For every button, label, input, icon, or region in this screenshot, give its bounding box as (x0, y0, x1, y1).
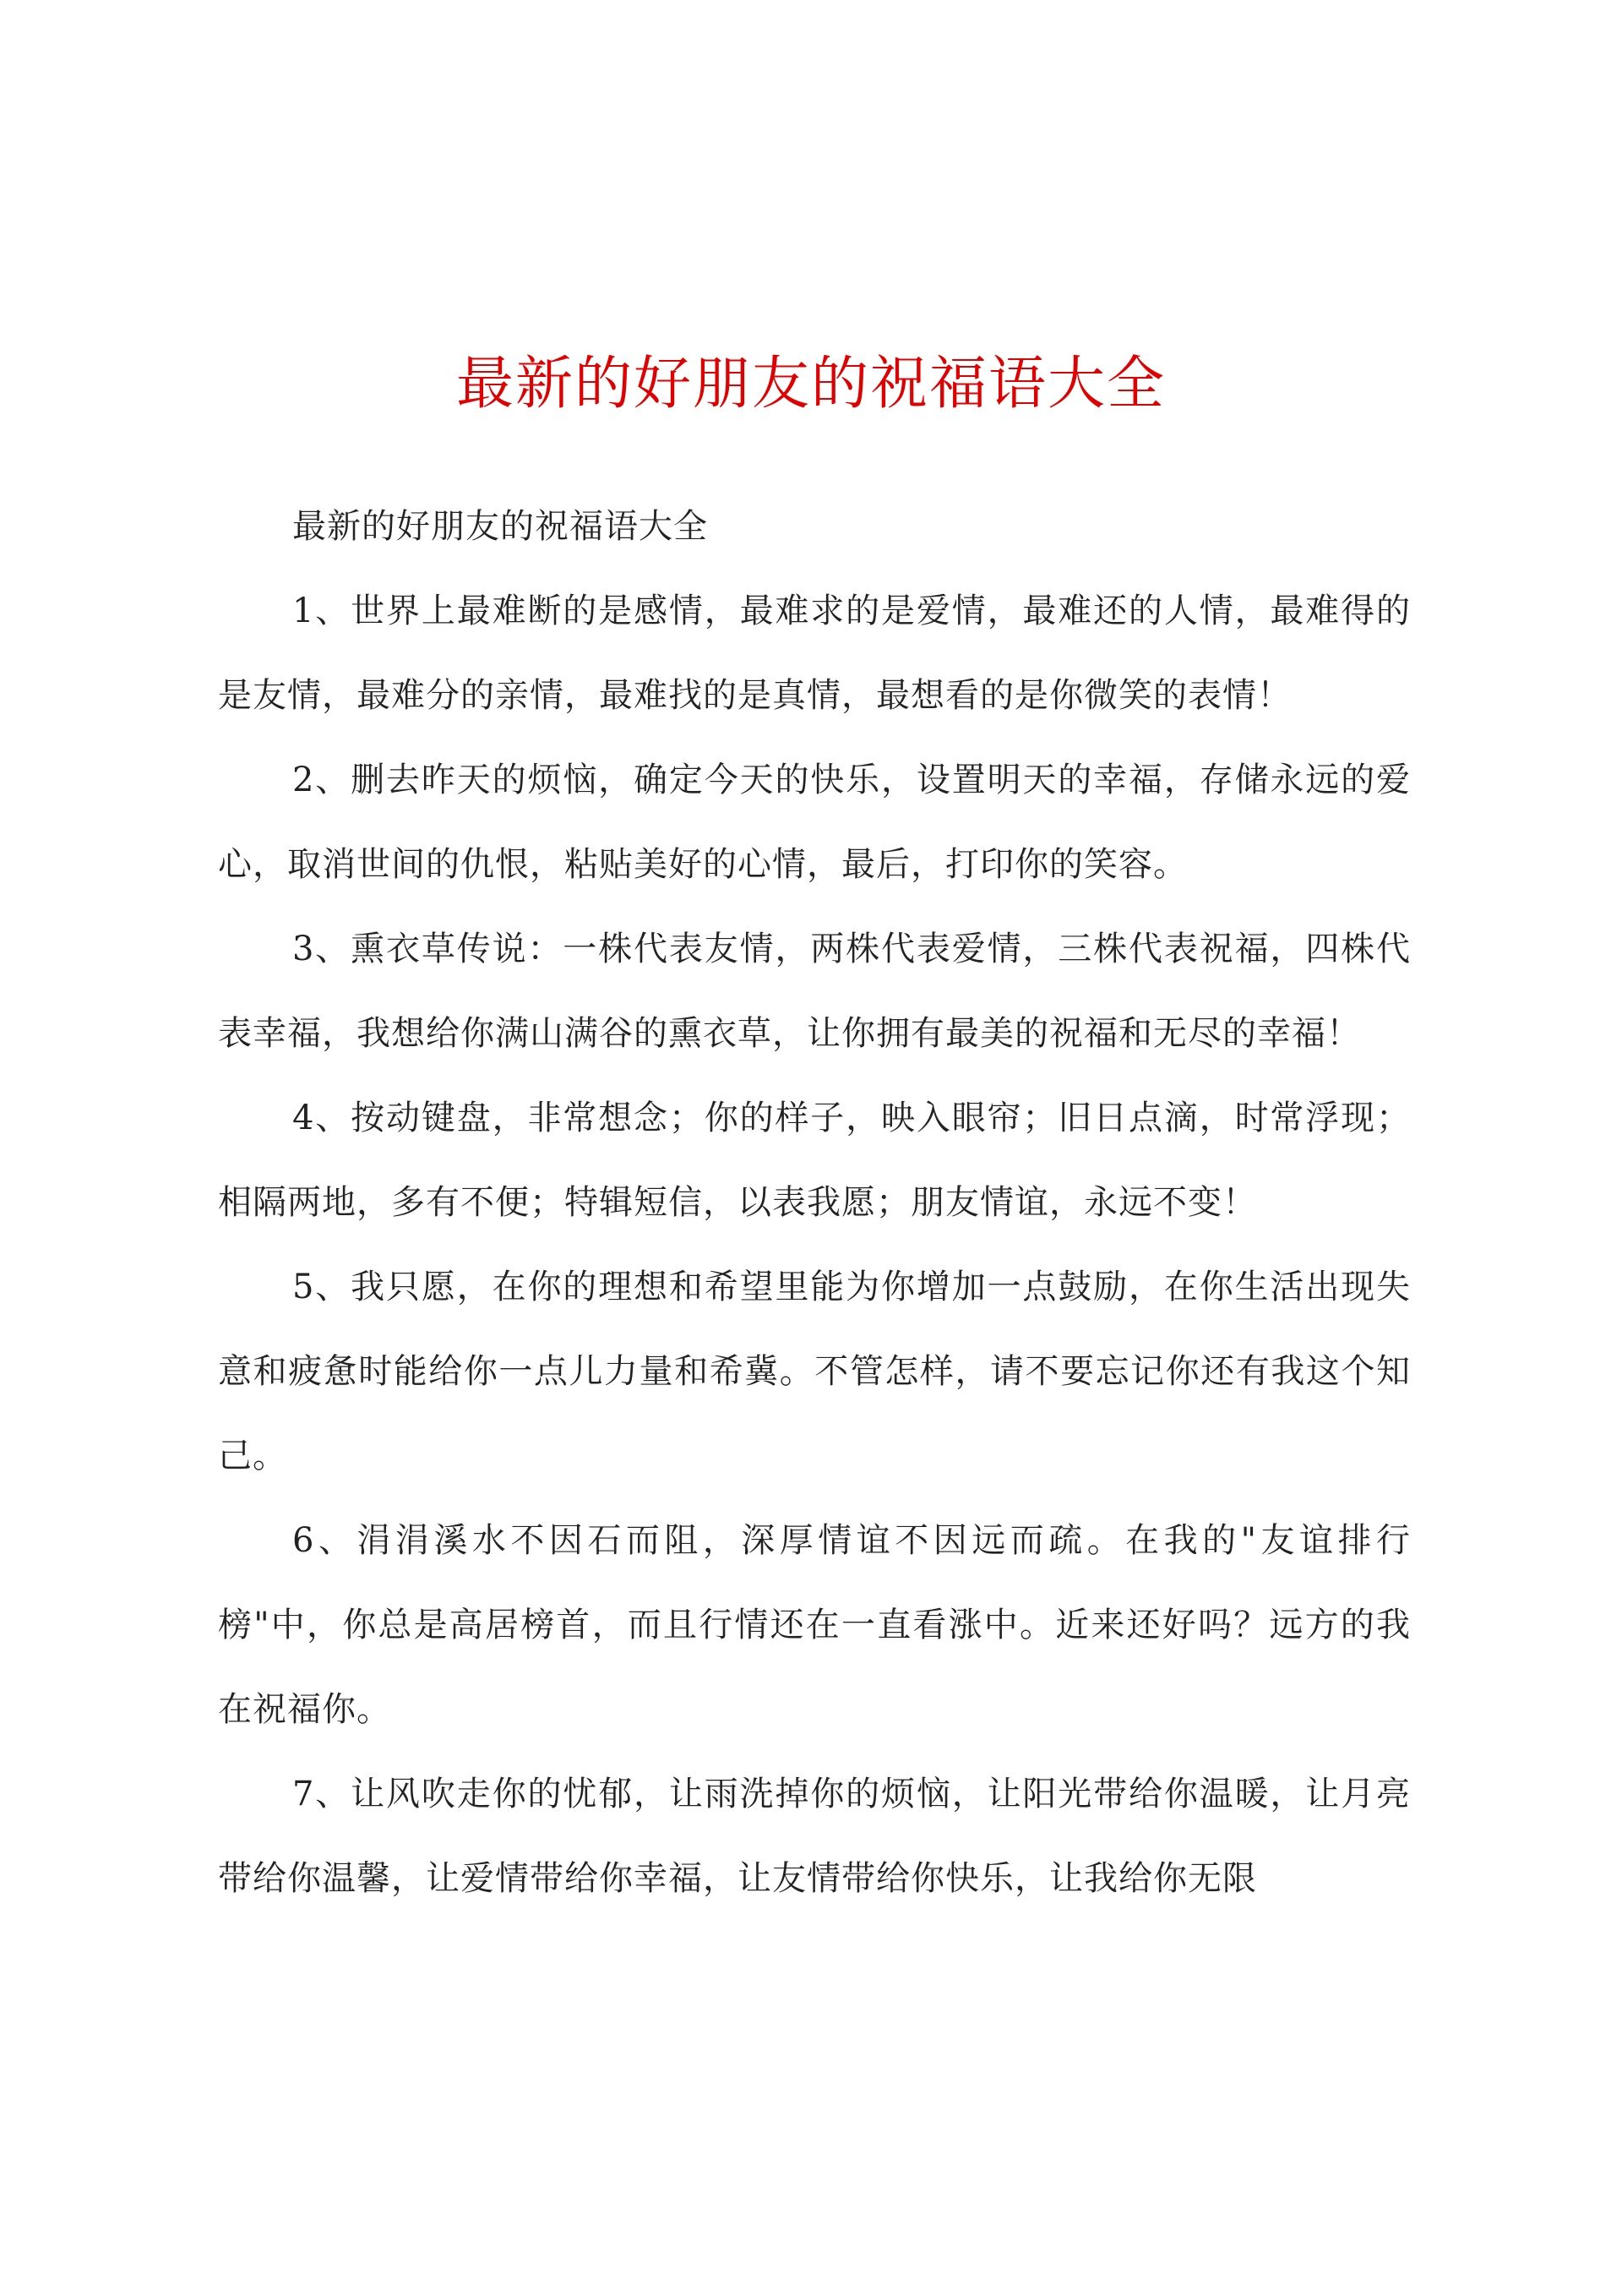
paragraph-2: 2、删去昨天的烦恼，确定今天的快乐，设置明天的幸福，存储永远的爱心，取消世间的仇恨，粘贴美好的心情，最后，打印你的笑容。 (218, 761, 1411, 884)
paragraph-5: 5、我只愿，在你的理想和希望里能为你增加一点鼓励，在你生活出现失意和疲惫时能给你一点儿力量和希冀。不管怎样，请不要忘记你还有我这个知己。 (218, 1268, 1411, 1475)
document-body (218, 484, 1411, 1921)
paragraph-6: 6、涓涓溪水不因石而阻，深厚情谊不因远而疏。在我的"友谊排行榜"中，你总是高居榜首，而且行情还在一直看涨中。近来还好吗？远方的我在祝福你。 (218, 1521, 1411, 1729)
document-title: 最新的好朋友的祝福语大全 (455, 351, 1166, 417)
paragraph-7: 7、让风吹走你的忧郁，让雨洗掉你的烦恼，让阳光带给你温暖，让月亮带给你温馨，让爱情带给你幸福，让友情带给你快乐，让我给你无限 (218, 1775, 1411, 1898)
paragraph-3: 3、熏衣草传说：一株代表友情，两株代表爱情，三株代表祝福，四株代表幸福，我想给你满山满谷的熏衣草，让你拥有最美的祝福和无尽的幸福！ (218, 930, 1411, 1053)
paragraph-4: 4、按动键盘，非常想念；你的样子，映入眼帘；旧日点滴，时常浮现；相隔两地，多有不便；特辑短信，以表我愿；朋友情谊，永远不变！ (218, 1099, 1411, 1222)
paragraph-1: 1、世界上最难断的是感情，最难求的是爱情，最难还的人情，最难得的是友情，最难分的亲情，最难找的是真情，最想看的是你微笑的表情！ (218, 592, 1411, 715)
document-subtitle: 最新的好朋友的祝福语大全 (292, 507, 708, 546)
